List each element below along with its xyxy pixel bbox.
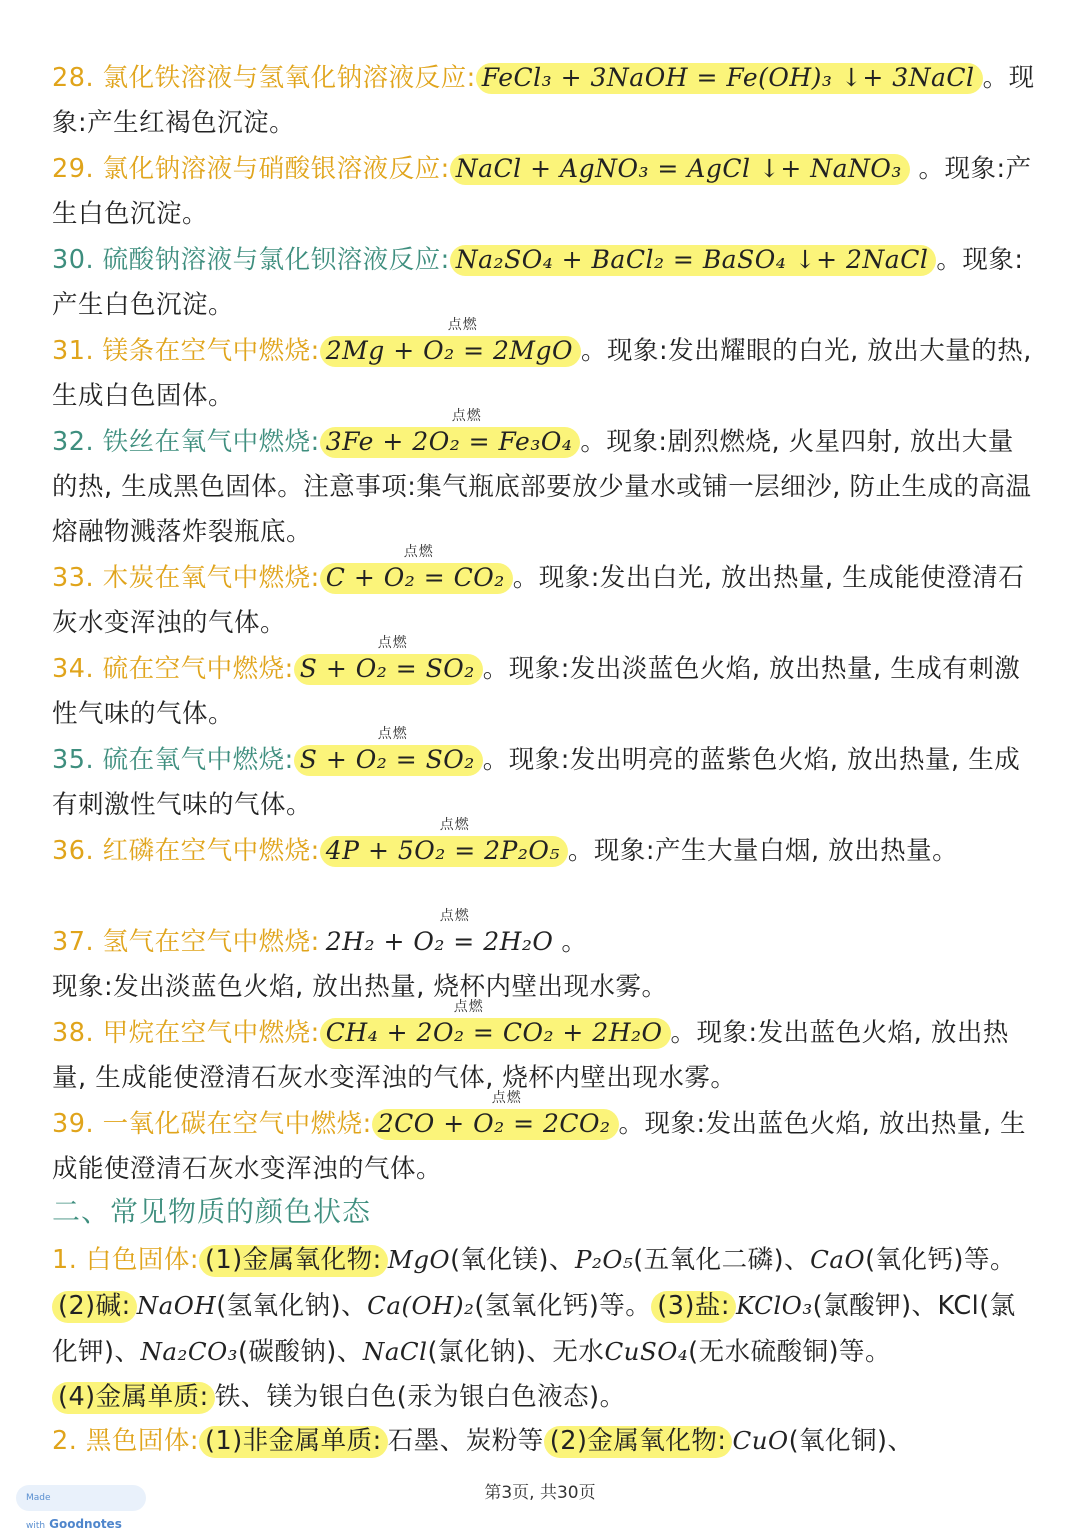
entry-heading: 28. 氯化铁溶液与氢氧化钠溶液反应: — [52, 63, 476, 93]
phenomenon-text: 。现象:发出蓝色火焰, 放出热量, 生成能使澄清石灰水变浑浊的气体, 烧杯内壁出现水雾。 — [52, 1018, 1009, 1093]
entry-heading: 38. 甲烷在空气中燃烧: — [52, 1018, 320, 1048]
entry-heading: 31. 镁条在空气中燃烧: — [52, 336, 320, 366]
entry-33 — [52, 544, 1037, 646]
text: 铁、镁为银白色(汞为银白色液态)。 — [214, 1382, 626, 1412]
formula: CaO — [810, 1245, 866, 1274]
formula: MgO — [387, 1245, 451, 1274]
white-solids-entry — [52, 1237, 1037, 1420]
entry-heading: 32. 铁丝在氧气中燃烧: — [52, 427, 320, 457]
period-text: 。 — [561, 927, 588, 957]
phenomenon-text: 。现象:发出白光, 放出热量, 生成能使澄清石灰水变浑浊的气体。 — [52, 563, 1025, 638]
equation-wrap — [320, 317, 581, 367]
entry-28 — [52, 55, 1037, 146]
entry-heading: 36. 红磷在空气中燃烧: — [52, 836, 320, 866]
text: (氧化镁)、 — [450, 1245, 576, 1275]
ignite-condition: 点燃 — [439, 817, 470, 833]
goodnotes-badge — [16, 1485, 146, 1531]
phenomenon-text: 。现象:发出淡蓝色火焰, 放出热量, 生成有刺激性气味的气体。 — [52, 654, 1021, 729]
phenomenon-text: 。现象:发出蓝色火焰, 放出热量, 生成能使澄清石灰水变浑浊的气体。 — [52, 1109, 1027, 1184]
equation-wrap — [372, 1090, 619, 1140]
phenomenon-text: 现象:发出淡蓝色火焰, 放出热量, 烧杯内壁出现水雾。 — [52, 972, 668, 1002]
entry-heading: 37. 氢气在空气中燃烧: — [52, 927, 320, 957]
formula: KClO₃ — [736, 1291, 813, 1320]
equation: CH₄ + 2O₂ = CO₂ + 2H₂O — [325, 1018, 663, 1047]
text: (氯酸钾)、KCl(氯化钾)、 — [52, 1291, 1016, 1367]
phenomenon-text: 。现象:发出明亮的蓝紫色火焰, 放出热量, 生成有刺激性气味的气体。 — [52, 745, 1021, 820]
ignite-condition: 点燃 — [491, 1090, 522, 1106]
badge-prefix: Made with — [26, 1493, 51, 1531]
text: (氯化钠)、无水 — [427, 1337, 605, 1367]
formula: NaOH — [136, 1291, 217, 1320]
entry-30 — [52, 237, 1037, 328]
text: (五氧化二磷)、 — [633, 1245, 811, 1275]
entry-heading: 2. 黑色固体: — [52, 1426, 200, 1456]
ignite-condition: 点燃 — [377, 726, 408, 742]
equation: 2Mg + O₂ = 2MgO — [325, 336, 573, 365]
phenomenon-text: 。现象:产生白色沉淀。 — [52, 245, 1024, 320]
formula: CuSO₄ — [604, 1337, 689, 1366]
text: (氧化钙)等。 — [865, 1245, 1016, 1275]
equation: FeCl₃ + 3NaOH = Fe(OH)₃ ↓+ 3NaCl — [476, 63, 983, 94]
phenomenon-text: 。现象:发出耀眼的白光, 放出大量的热, 生成白色固体。 — [52, 336, 1032, 411]
equation-wrap — [320, 908, 562, 958]
category-key: (1)金属氧化物: — [199, 1245, 388, 1277]
equation: 4P + 5O₂ = 2P₂O₅ — [325, 836, 560, 865]
entry-39 — [52, 1090, 1037, 1192]
equation-wrap — [294, 635, 483, 685]
equation-wrap — [320, 999, 671, 1049]
entry-heading: 1. 白色固体: — [52, 1245, 200, 1275]
ignite-condition: 点燃 — [377, 635, 408, 651]
page-number: 第3页, 共30页 — [484, 1483, 596, 1503]
category-key: (1)非金属单质: — [199, 1426, 388, 1458]
equation: Na₂SO₄ + BaCl₂ = BaSO₄ ↓+ 2NaCl — [450, 245, 937, 276]
equation: 2CO + O₂ = 2CO₂ — [377, 1109, 611, 1138]
equation-wrap — [320, 544, 513, 594]
entry-heading: 39. 一氧化碳在空气中燃烧: — [52, 1109, 372, 1139]
entry-line — [52, 908, 1037, 965]
equation: S + O₂ = SO₂ — [299, 745, 475, 774]
entry-38 — [52, 999, 1037, 1101]
text: (无水硫酸铜)等。 — [688, 1337, 892, 1367]
category-key: (4)金属单质: — [52, 1382, 215, 1414]
ignite-condition: 点燃 — [403, 544, 434, 560]
entry-36 — [52, 817, 1037, 874]
text: (氧化铜)、 — [788, 1426, 914, 1456]
entry-heading: 33. 木炭在氧气中燃烧: — [52, 563, 320, 593]
entry-31 — [52, 317, 1037, 419]
phenomenon-text: 。现象:产生红褐色沉淀。 — [52, 63, 1035, 138]
entry-heading: 34. 硫在空气中燃烧: — [52, 654, 294, 684]
equation-wrap — [294, 726, 483, 776]
text: 石墨、炭粉等 — [387, 1426, 544, 1456]
text: (氢氧化钠)、 — [216, 1291, 368, 1321]
equation: 2H₂ + O₂ = 2H₂O — [325, 927, 554, 956]
phenomenon-text: 。现象:产生白色沉淀。 — [52, 154, 1032, 229]
text: (碳酸钠)、 — [237, 1337, 363, 1367]
equation: NaCl + AgNO₃ = AgCl ↓+ NaNO₃ — [450, 154, 910, 185]
entry-37 — [52, 908, 1037, 1010]
formula: Ca(OH)₂ — [367, 1291, 475, 1320]
formula: CuO — [732, 1426, 789, 1455]
phenomenon-text: 。现象:剧烈燃烧, 火星四射, 放出大量的热, 生成黑色固体。注意事项:集气瓶底部要放少量水或铺一层细沙, 防止生成的高温熔融物溅落炸裂瓶底。 — [52, 427, 1032, 547]
ignite-condition: 点燃 — [439, 908, 470, 924]
ignite-condition: 点燃 — [447, 317, 478, 333]
entry-heading: 29. 氯化钠溶液与硝酸银溶液反应: — [52, 154, 450, 184]
entry-34 — [52, 635, 1037, 737]
entry-heading: 35. 硫在氧气中燃烧: — [52, 745, 294, 775]
text: (氢氧化钙)等。 — [474, 1291, 652, 1321]
equation-wrap — [320, 817, 568, 867]
entry-29 — [52, 146, 1037, 237]
equation-wrap — [320, 408, 581, 458]
ignite-condition: 点燃 — [451, 408, 482, 424]
category-key: (2)金属氧化物: — [544, 1426, 733, 1458]
entry-heading: 30. 硫酸钠溶液与氯化钡溶液反应: — [52, 245, 450, 275]
equation: S + O₂ = SO₂ — [299, 654, 475, 683]
badge-brand: Goodnotes — [49, 1517, 122, 1531]
section-title: 二、常见物质的颜色状态 — [52, 1195, 372, 1228]
equation: C + O₂ = CO₂ — [325, 563, 505, 592]
formula: NaCl — [362, 1337, 428, 1366]
entry-32 — [52, 408, 1037, 555]
equation: 3Fe + 2O₂ = Fe₃O₄ — [325, 427, 573, 456]
ignite-condition: 点燃 — [453, 999, 484, 1015]
phenomenon-text: 。现象:产生大量白烟, 放出热量。 — [567, 836, 959, 866]
formula: Na₂CO₃ — [140, 1337, 238, 1366]
category-key: (3)盐: — [651, 1291, 736, 1323]
category-key: (2)碱: — [52, 1291, 137, 1323]
black-solids-entry — [52, 1418, 1037, 1464]
formula: P₂O₅ — [575, 1245, 634, 1274]
entry-35 — [52, 726, 1037, 828]
